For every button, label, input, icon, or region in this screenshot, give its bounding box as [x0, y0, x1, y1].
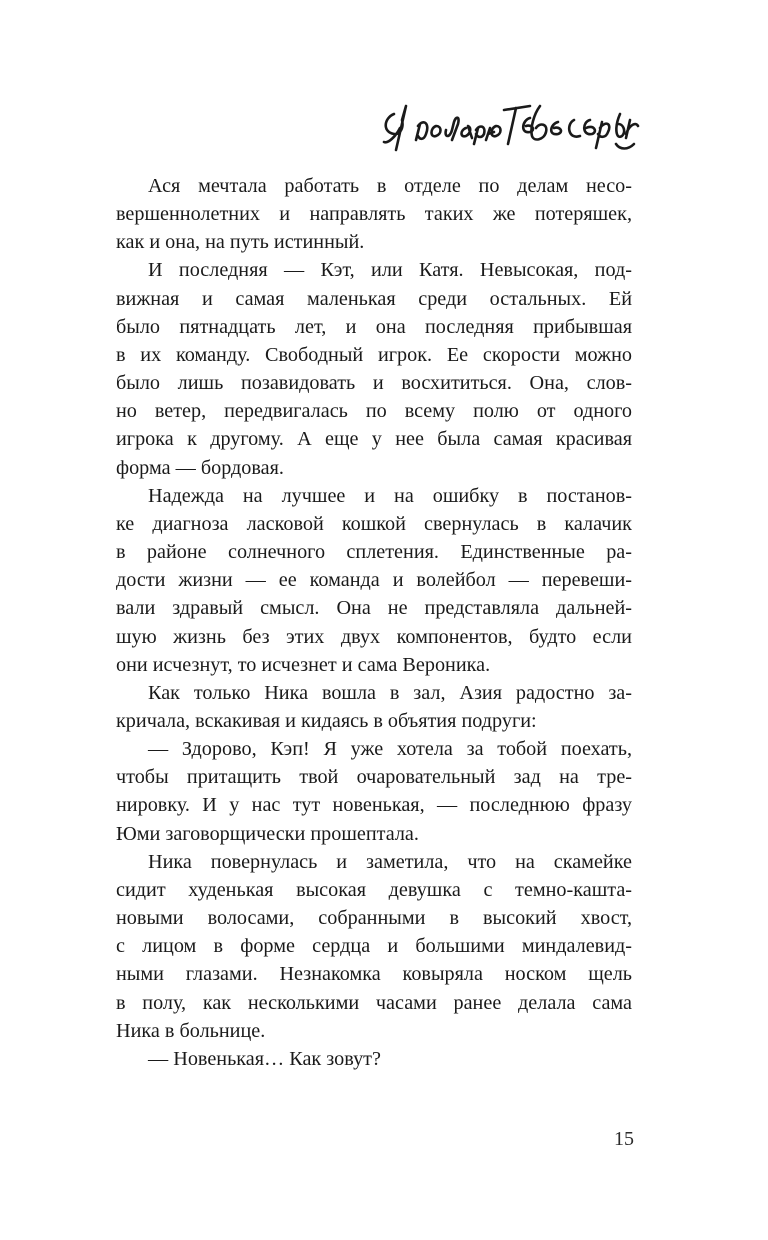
text-line: — Новенькая… Как зовут? — [148, 1047, 381, 1070]
text-line: игрока к другому. А еще у нее была самая красивая — [116, 428, 632, 451]
text-line: И последняя — Кэт, или Катя. Невысокая, под- — [148, 259, 632, 282]
text-line: вали здравый смысл. Она не представляла дальней- — [116, 597, 632, 620]
page-body-text — [116, 172, 632, 1073]
text-line: шую жизнь без этих двух компонентов, будто если — [116, 625, 632, 648]
paragraph — [116, 1045, 632, 1073]
text-line: кричала, вскакивая и кидаясь в объятия подруги: — [116, 709, 537, 732]
text-line: Юми заговорщически прошептала. — [116, 822, 419, 845]
text-line: но ветер, передвигалась по всему полю от одного — [116, 400, 632, 423]
text-line: в их команду. Свободный игрок. Ее скорости можно — [116, 343, 632, 366]
text-line: вижная и самая маленькая среди остальных. Ей — [116, 287, 632, 310]
text-line: ке диагноза ласковой кошкой свернулась в калачик — [116, 512, 632, 535]
text-line: дости жизни — ее команда и волейбол — перевеши- — [116, 569, 632, 592]
text-line: — Здорово, Кэп! Я уже хотела за тобой поехать, — [148, 738, 632, 761]
book-title-logo — [380, 84, 642, 158]
paragraph — [116, 482, 632, 679]
text-line: Как только Ника вошла в зал, Азия радостно за- — [148, 681, 632, 704]
text-line: было лишь позавидовать и восхититься. Она, слов- — [116, 372, 632, 395]
text-line: они исчезнут, то исчезнет и сама Вероника. — [116, 653, 491, 676]
paragraph — [116, 256, 632, 481]
paragraph — [116, 735, 632, 848]
text-line: Ася мечтала работать в отделе по делам несо- — [148, 175, 632, 197]
page-number: 15 — [614, 1128, 634, 1150]
text-line: новыми волосами, собранными в высокий хвост, — [116, 907, 632, 930]
text-line: чтобы притащить твой очаровательный зад на тре- — [116, 766, 632, 789]
paragraph — [116, 679, 632, 735]
text-line: в районе солнечного сплетения. Единственные ра- — [116, 541, 632, 564]
text-line: вершеннолетних и направлять таких же потеряшек, — [116, 203, 632, 226]
text-line: сидит худенькая высокая девушка с темно-кашта- — [116, 878, 632, 901]
text-line: как и она, на путь истинный. — [116, 231, 365, 254]
text-line: Ника в больнице. — [116, 1019, 266, 1042]
text-line: было пятнадцать лет, и она последняя прибывшая — [116, 315, 632, 338]
handwritten-title-svg — [380, 84, 642, 158]
text-line: в полу, как несколькими часами ранее делала сама — [116, 991, 632, 1014]
text-line: нировку. И у нас тут новенькая, — последнюю фразу — [116, 794, 632, 817]
paragraph — [116, 172, 632, 256]
text-line: ными глазами. Незнакомка ковыряла носком щель — [116, 963, 632, 986]
text-line: Надежда на лучшее и на ошибку в постанов- — [148, 484, 632, 507]
text-line: Ника повернулась и заметила, что на скамейке — [148, 850, 632, 873]
paragraph — [116, 848, 632, 1045]
text-line: с лицом в форме сердца и большими миндалевид- — [116, 935, 632, 958]
text-line: форма — бордовая. — [116, 456, 284, 479]
